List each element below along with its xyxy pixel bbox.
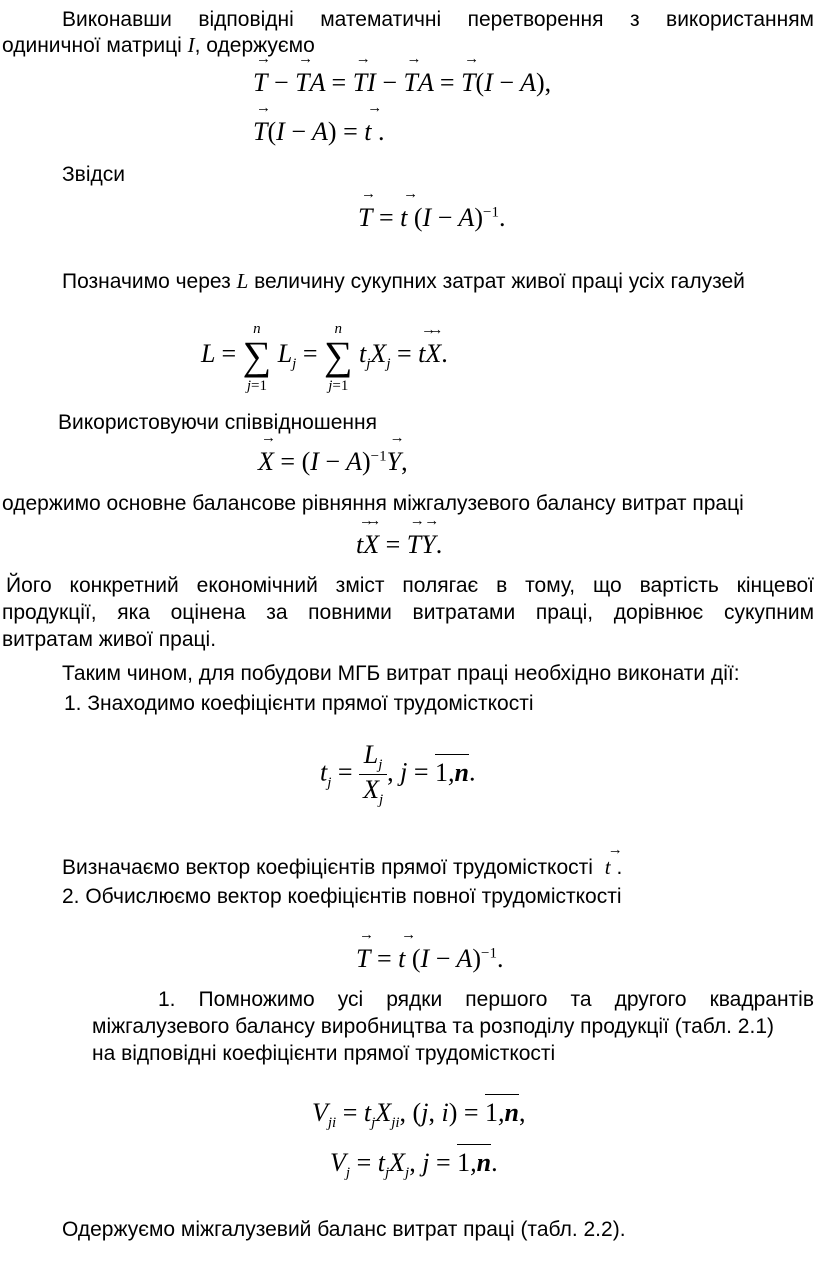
paragraph-meaning-line1: Його конкретний економічний зміст полягає в тому, що вартість кінцевої (6, 574, 814, 597)
equation-T-equals-t-inverse: → T = → t $(I - A)^{-1}$. (358, 203, 505, 233)
intro-var-I: I (187, 33, 195, 57)
define-L-text-b: величину сукупних затрат живої праці усіх галузей (254, 270, 745, 293)
equation-X-equals-inverse-Y: → $X = (I - A)^{-1}\to Y$, (258, 447, 408, 477)
substep-1-line3: на відповідні коефіцієнти прямої трудомісткості (92, 1042, 556, 1065)
equation-L-sum: L = ∑ n j=1 $L_j$ = ∑ n j=1 $t_jX_j$ = → t→ X. (201, 336, 448, 376)
step-2: 2. Обчислюємо вектор коефіцієнтів повної трудомісткості (62, 885, 622, 908)
paragraph-meaning-line3: витратам живої праці. (2, 628, 217, 651)
paragraph-meaning-line2: продукції, яка оцінена за повними витратами праці, дорівнює сукупним (2, 601, 814, 624)
paragraph-define-vector: Визначаємо вектор коефіцієнтів прямої трудомісткості → t . (62, 854, 622, 881)
equation-tX-equals-TY: → t→ X = → T→ Y. (356, 530, 442, 560)
paragraph-obtain: одержимо основне балансове рівняння міжгалузевого балансу витрат праці (2, 492, 744, 515)
paragraph-thus: Таким чином, для побудови МГБ витрат праці необхідно виконати дії: (62, 662, 740, 685)
define-vector-text: Визначаємо вектор коефіцієнтів прямої трудомісткості (62, 856, 593, 879)
define-L-var: L (236, 269, 249, 293)
step-1: 1. Знаходимо коефіцієнти прямої трудомісткості (64, 692, 534, 715)
define-L-text-a: Позначимо через (62, 270, 231, 293)
paragraph-hence: Звідси (62, 163, 125, 186)
intro-text-b: , одержуємо (194, 34, 315, 57)
substep-1-line2: міжгалузевого балансу виробництва та розподілу продукції (табл. 2.1) (92, 1015, 774, 1038)
intro-text-a: одиничної матриці (2, 34, 182, 57)
substep-1-line1: 1. Помножимо усі рядки першого та другого квадрантів (158, 988, 814, 1011)
equation-T-equals-t-inverse-2: → T = → t $(I - A)^{-1}$. (356, 944, 503, 974)
paragraph-final: Одержуємо міжгалузевий баланс витрат праці (табл. 2.2). (62, 1218, 626, 1241)
equation-T-I-A-equals-t: → T(I − A) = → t . (253, 117, 384, 147)
equation-V-ji: $V_{ji} = t_jX_{ji}$, (j, i) = 1,n, (312, 1098, 526, 1132)
equation-V-j: $V_j = t_jX_j$, j = 1,n. (330, 1148, 498, 1182)
equation-t-j-fraction: $t_j$ = $\frac{L_j}{X_j}$ , j = 1,n. (320, 740, 476, 809)
equation-T-minus-TA: → T − → TA = → TI − → TA = → T(I − A), (253, 68, 551, 98)
paragraph-define-L (62, 268, 745, 295)
paragraph-using: Використовуючи співвідношення (58, 411, 377, 434)
paragraph-intro-line1: Виконавши відповідні математичні перетворення з використанням (62, 8, 814, 31)
